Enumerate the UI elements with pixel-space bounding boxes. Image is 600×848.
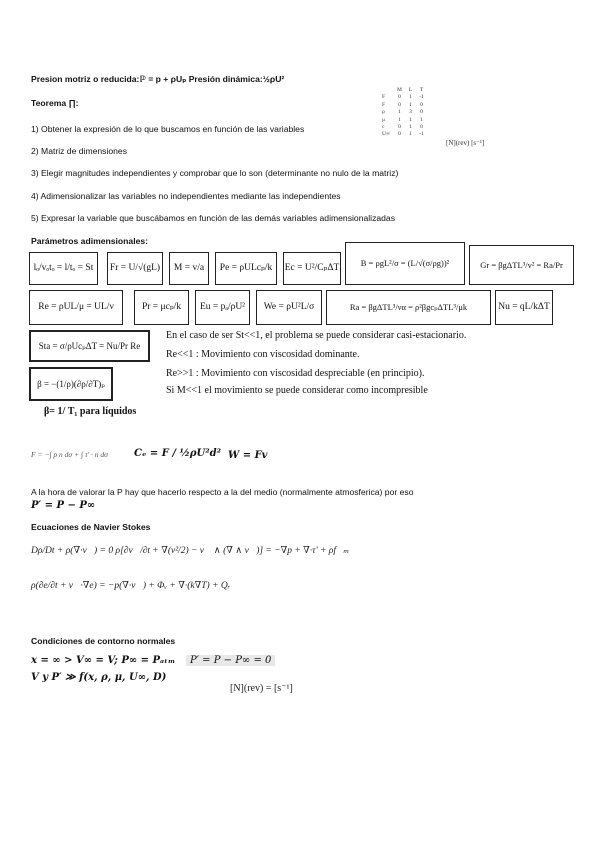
matrix-header: L	[408, 87, 413, 93]
param-stanton: Sta = σ/ρUcₚΔT = Nu/Pr Re	[29, 330, 150, 362]
step-2: 2) Matriz de dimensiones	[31, 146, 128, 156]
param-grashof: Gr = βgΔTL³/v² = Ra/Pr	[469, 245, 574, 285]
presion-line: Presion motriz o reducida:ℙ = p + ρUₚ Presión dinámica:½ρU²	[31, 74, 285, 84]
param-rayleigh: Ra = βgΔTL³/να = ρ²βgcₚΔTL³/μk	[326, 290, 491, 325]
contorno-line-2: V y P′ ≫ f(x, ρ, μ, U∞, D)	[31, 672, 167, 683]
note-mach: Si M<<1 el movimiento se puede considerar como incompresible	[166, 385, 428, 396]
matrix-row: μ 1 1 1	[382, 116, 423, 123]
param-eckert: Ec = U²/CₚΔT	[283, 252, 341, 285]
matrix-units: [N](rev) [s⁻¹]	[446, 139, 485, 147]
note-re-low: Re<<1 : Movimiento con viscosidad dominante.	[166, 349, 360, 360]
param-froude: Fr = U/√(gL)	[107, 252, 163, 285]
param-reynolds: Re = ρUL/μ = UL/ν	[29, 290, 123, 325]
matrix-row: F 0 1 -1	[382, 94, 424, 101]
teorema-heading: Teorema ∏:	[31, 98, 79, 108]
navier-eq-energy: ρ(∂e/∂t + v⃗·∇e) = −p(∇·v⃗) + Φᵥ + ∇·(k∇T) + Qᵣ	[31, 581, 231, 591]
navier-eq-mass-momentum: Dρ/Dt + ρ(∇·v⃗) = 0 ρ[∂v⃗/∂t + ∇(v²/2) − v⃗ ∧ (∇ ∧ v⃗)] = −∇p + ∇·τ' + ρf⃗ₘ	[31, 546, 350, 556]
contorno-title: Condiciones de contorno normales	[31, 636, 176, 646]
param-euler: Eu = pₐ/ρU²	[195, 290, 250, 325]
matrix-header: M	[397, 87, 402, 93]
param-prandtl: Pr = μcₚ/k	[134, 290, 189, 325]
param-beta: β = −(1/ρ)(∂ρ/∂T)ₚ	[29, 367, 113, 401]
power-formula: W = Fv	[228, 450, 268, 461]
contorno-line-1: x = ∞ > V∞ = V; P∞ = Pₐₜₘ	[31, 655, 176, 666]
drag-coefficient: Cₑ = F / ½ρU²d²	[134, 448, 222, 459]
matrix-row: U∞ 0 1 -1	[382, 131, 424, 138]
step-1: 1) Obtener la expresión de lo que buscamos en función de las variables	[31, 124, 305, 134]
dimension-matrix	[382, 87, 427, 139]
presion-formula: P′ = P − P∞	[31, 500, 96, 511]
contorno-grey-formula: P′ = P − P∞ = 0	[186, 655, 275, 666]
param-weber: We = ρU²L/σ	[256, 290, 322, 325]
navier-title: Ecuaciones de Navier Stokes	[31, 522, 151, 532]
param-mach: M = v/a	[169, 252, 209, 285]
param-nusselt: Nu = qL/kΔT	[495, 290, 553, 325]
beta-liquids: β= 1/ T₁ para líquidos	[44, 406, 137, 417]
param-bond: B = ρgL²/σ = (L/√(σ/ρg))²	[345, 242, 465, 285]
param-strouhal: lₒ/vₒtₒ = l/tₒ = St	[29, 252, 98, 285]
matrix-row: F 0 1 0	[382, 101, 423, 108]
step-5: 5) Expresar la variable que buscábamos en función de las demás variables adimensionalizadas	[31, 213, 396, 223]
matrix-header: T	[419, 87, 424, 93]
force-integral: F = −∫ p n dσ + ∫ τ' · n dσ	[31, 450, 108, 459]
presion-note: A la hora de valorar la P hay que hacerlo respecto a la del medio (normalmente atmosferica) por eso	[31, 487, 414, 497]
param-peclet: Pe = ρULcₚ/k	[215, 252, 277, 285]
step-3: 3) Elegir magnitudes independientes y comprobar que lo son (determinante no nulo de la matriz)	[31, 168, 399, 178]
matrix-row: ρ 1 3 0	[382, 109, 423, 116]
matrix-row: c 0 1 0	[382, 123, 423, 130]
note-strouhal: En el caso de ser St<<1, el problema se puede considerar casi-estacionario.	[166, 330, 467, 341]
contorno-units: [N](rev) = [s⁻¹]	[230, 683, 293, 694]
note-re-high: Re>>1 : Movimiento con viscosidad despreciable (en principio).	[166, 368, 425, 379]
parametros-title: Parámetros adimensionales:	[31, 236, 149, 246]
step-4: 4) Adimensionalizar las variables no independientes mediante las independientes	[31, 191, 341, 201]
